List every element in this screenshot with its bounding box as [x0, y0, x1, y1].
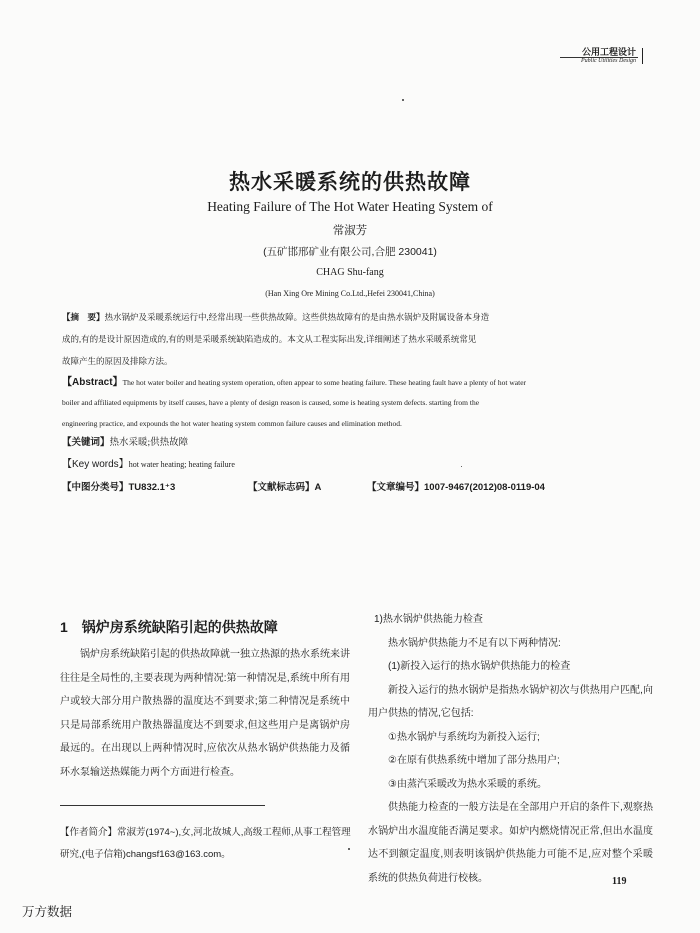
abstract-en-line: boiler and affiliated equipments by itself causes, have a plenty of design reason is caused, some is heating system defects. starting from the	[62, 398, 480, 407]
author-biography-footnote: 【作者简介】常淑芳(1974~),女,河北故城人,高级工程师,从事工程管理研究,(电子信箱)changsf163@163.com。	[60, 827, 351, 860]
affiliation-en: (Han Xing Ore Mining Co.Ltd.,Hefei 230041,China)	[265, 289, 435, 298]
paragraph: 热水锅炉供热能力不足有以下两种情况:	[388, 637, 561, 649]
section-1-paragraph: 锅炉房系统缺陷引起的供热故障就一独立热源的热水系统来讲往往是全局性的,主要表现为两种情况:第一种情况是,系统中所有用户或较大部分用户散热器的温度达不到要求;第二种情况是系统中只是局部系统用户散热器温度达不到要求,但这些用户是离锅炉房最远的。在出现以上两种情况时,应依次从热水锅炉供热能力及循环水泵输送热媒能力两个方面进行检查。	[60, 649, 350, 778]
abstract-cn-line	[62, 311, 489, 323]
keywords-en-label: 【Key words】	[62, 459, 129, 470]
abstract-en-label: 【Abstract】	[62, 377, 123, 388]
list-item: ①热水锅炉与系统均为新投入运行;	[388, 731, 540, 743]
list-item: ②在原有供热系统中增加了部分热用户;	[388, 755, 560, 766]
keywords-cn-text: 热水采暖;供热故障	[109, 438, 189, 448]
abstract-en-line: engineering practice, and expounds the hot water heating system common failure causes and elimination method.	[62, 419, 402, 428]
author-name-cn: 常淑芳	[332, 225, 368, 237]
clc-number: 【中图分类号】TU832.1⁺3	[62, 482, 176, 493]
keywords-en-text: hot water heating; heating failure	[128, 460, 235, 469]
right-column	[368, 608, 653, 890]
subsection-heading: 1)热水锅炉供热能力检查	[374, 614, 483, 625]
journal-name-cn: 公用工程设计	[581, 47, 636, 57]
abstract-en-text: The hot water boiler and heating system operation, often appear to some heating failure. These heating fault have a plenty of hot water	[122, 378, 527, 387]
subsection-heading: (1)新投入运行的热水锅炉供热能力的检查	[388, 661, 571, 672]
watermark-footer: 万方数据	[22, 905, 73, 919]
paper-title-cn: 热水采暖系统的供热故障	[229, 171, 471, 194]
print-speck	[461, 466, 462, 467]
document-code: 【文献标志码】A	[248, 482, 322, 493]
abstract-cn-text: 热水锅炉及采暖系统运行中,经常出现一些供热故障。这些供热故障有的是由热水锅炉及附属设备本身造	[104, 312, 490, 322]
paragraph: 新投入运行的热水锅炉是指热水锅炉初次与供热用户匹配,向用户供热的情况,它包括:	[368, 684, 653, 719]
paper-title-en: Heating Failure of The Hot Water Heating System of	[207, 199, 493, 214]
footnote-rule	[60, 805, 265, 806]
affiliation-cn: (五矿邯邢矿业有限公司,合肥 230041)	[263, 246, 437, 258]
page-number: 119	[612, 876, 627, 887]
header-rule	[560, 57, 638, 58]
keywords-cn	[62, 437, 188, 449]
list-item: ③由蒸汽采暖改为热水采暖的系统。	[388, 778, 547, 790]
article-number: 【文章编号】1007-9467(2012)08-0119-04	[367, 482, 545, 493]
abstract-cn-label: 【摘 要】	[62, 312, 105, 322]
abstract-en-line	[62, 377, 526, 389]
paragraph: 供热能力检查的一般方法是在全部用户开启的条件下,观察热水锅炉出水温度能否满足要求。如炉内燃烧情况正常,但出水温度达不到额定温度,则表明该锅炉供热能力可能不足,应对整个采暖系统的供热负荷进行校核。	[368, 802, 653, 884]
keywords-cn-label: 【关键词】	[62, 438, 110, 448]
abstract-cn-line: 成的,有的是设计原因造成的,有的则是采暖系统缺陷造成的。本文从工程实际出发,详细阐述了热水采暖系统常见	[62, 334, 477, 344]
print-speck	[348, 848, 350, 850]
author-name-en: CHAG Shu-fang	[316, 267, 384, 278]
journal-name-en: Public Utilities Design	[581, 57, 636, 64]
section-1-heading: 1 锅炉房系统缺陷引起的供热故障	[60, 619, 278, 635]
keywords-en	[62, 459, 235, 471]
abstract-cn-line: 故障产生的原因及排除方法。	[62, 356, 173, 366]
print-speck	[402, 99, 404, 101]
